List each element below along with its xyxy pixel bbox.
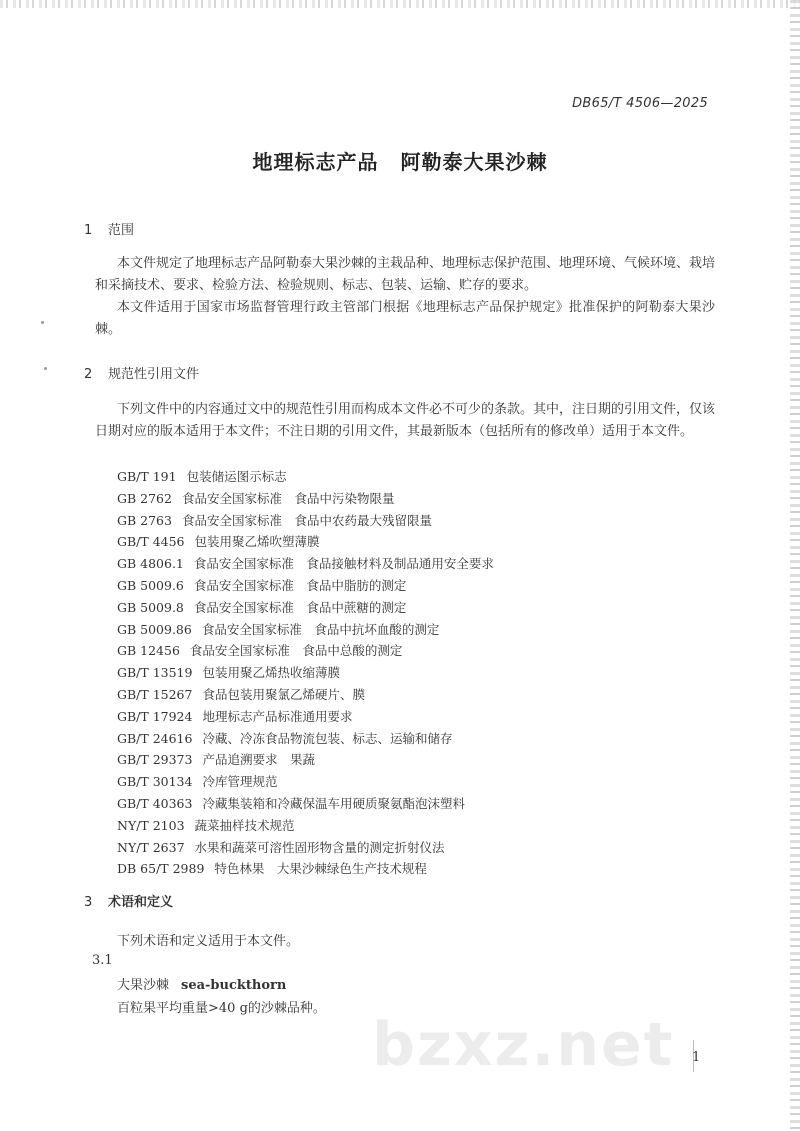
section3-number: 3 bbox=[84, 895, 93, 910]
title-part2: 阿勒泰大果沙棘 bbox=[400, 150, 548, 174]
reference-title: 水果和蔬菜可溶性固形物含量的测定折射仪法 bbox=[194, 839, 445, 855]
scan-artifact-top bbox=[0, 0, 800, 8]
reference-code: GB 2762 bbox=[117, 490, 172, 506]
reference-title: 食品安全国家标准 食品中污染物限量 bbox=[181, 490, 395, 506]
scan-speck bbox=[44, 367, 47, 370]
reference-code: GB/T 13519 bbox=[117, 665, 193, 681]
reference-item bbox=[117, 729, 494, 751]
reference-code: GB 5009.86 bbox=[117, 621, 192, 637]
reference-title: 食品安全国家标准 食品接触材料及制品通用安全要求 bbox=[193, 556, 494, 572]
reference-item bbox=[117, 598, 494, 620]
section3-heading bbox=[84, 891, 173, 910]
reference-title: 包装储运图示标志 bbox=[186, 469, 287, 484]
section2-intro: 下列文件中的内容通过文中的规范性引用而构成本文件必不可少的条款。其中，注日期的引用文件，仅该日期对应的版本适用于本文件；不注日期的引用文件，其最新版本（包括所有的修改单）适用于本文件。 bbox=[95, 402, 716, 439]
reference-item bbox=[117, 663, 494, 685]
reference-code: GB/T 24616 bbox=[117, 730, 193, 746]
section2-heading bbox=[84, 363, 199, 382]
section3-intro: 下列术语和定义适用于本文件。 bbox=[117, 934, 300, 949]
section1-heading bbox=[84, 219, 134, 238]
reference-code: GB 5009.8 bbox=[117, 599, 184, 615]
reference-item bbox=[117, 641, 494, 663]
title-part1: 地理标志产品 bbox=[252, 150, 379, 174]
reference-title: 食品安全国家标准 食品中蔗糖的测定 bbox=[193, 599, 407, 615]
reference-item bbox=[117, 467, 494, 489]
reference-item bbox=[117, 859, 494, 881]
reference-item bbox=[117, 707, 494, 729]
reference-item bbox=[117, 576, 494, 598]
term-number: 3.1 bbox=[92, 953, 113, 968]
reference-code: GB 12456 bbox=[117, 643, 180, 659]
reference-code: GB 5009.6 bbox=[117, 577, 184, 593]
reference-item bbox=[117, 750, 494, 772]
reference-title: 地理标志产品标准通用要求 bbox=[202, 708, 353, 724]
reference-code: NY/T 2103 bbox=[117, 817, 185, 833]
reference-code: GB/T 30134 bbox=[117, 774, 193, 790]
reference-item bbox=[117, 838, 494, 860]
reference-list bbox=[117, 467, 494, 881]
reference-title: 冷藏、冷冻食品物流包装、标志、运输和储存 bbox=[202, 730, 453, 746]
term-definition: 百粒果平均重量>40 g的沙棘品种。 bbox=[117, 1001, 326, 1016]
section1-title: 范围 bbox=[108, 223, 135, 238]
reference-code: GB/T 17924 bbox=[117, 708, 193, 724]
section1-number: 1 bbox=[84, 223, 93, 238]
reference-title: 包装用聚乙烯热收缩薄膜 bbox=[202, 665, 340, 681]
section2-number: 2 bbox=[84, 367, 93, 382]
reference-title: 食品安全国家标准 食品中抗坏血酸的测定 bbox=[201, 621, 440, 637]
reference-title: 食品安全国家标准 食品中脂肪的测定 bbox=[193, 577, 407, 593]
reference-title: 产品追溯要求 果蔬 bbox=[202, 752, 315, 768]
reference-item bbox=[117, 620, 494, 642]
reference-code: GB/T 40363 bbox=[117, 795, 193, 811]
watermark: bzxz.net bbox=[372, 1010, 675, 1080]
reference-item bbox=[117, 794, 494, 816]
section2-title: 规范性引用文件 bbox=[108, 367, 200, 382]
reference-title: 冷藏集装箱和冷藏保温车用硬质聚氨酯泡沫塑料 bbox=[202, 795, 465, 811]
reference-title: 食品安全国家标准 食品中总酸的测定 bbox=[189, 643, 403, 659]
reference-item bbox=[117, 816, 494, 838]
reference-item bbox=[117, 489, 494, 511]
page-number: 1 bbox=[692, 1050, 701, 1065]
section1-paragraph-2: 本文件适用于国家市场监督管理行政主管部门根据《地理标志产品保护规定》批准保护的阿勒泰大果沙棘。 bbox=[95, 300, 715, 337]
reference-code: GB 4806.1 bbox=[117, 556, 184, 572]
reference-item bbox=[117, 511, 494, 533]
term-name-en: sea-buckthorn bbox=[181, 978, 287, 993]
reference-code: GB/T 4456 bbox=[117, 534, 185, 550]
reference-title: 食品包装用聚氯乙烯硬片、膜 bbox=[202, 686, 365, 702]
reference-code: DB 65/T 2989 bbox=[117, 861, 205, 877]
reference-code: GB 2763 bbox=[117, 512, 172, 528]
reference-title: 包装用聚乙烯吹塑薄膜 bbox=[194, 534, 320, 550]
term-heading bbox=[117, 974, 286, 993]
reference-code: GB/T 15267 bbox=[117, 686, 193, 702]
reference-item bbox=[117, 685, 494, 707]
reference-code: GB/T 29373 bbox=[117, 752, 193, 768]
reference-title: 冷库管理规范 bbox=[202, 774, 278, 790]
reference-code: NY/T 2637 bbox=[117, 839, 185, 855]
doc-code: DB65/T 4506—2025 bbox=[572, 96, 708, 111]
term-name-cn: 大果沙棘 bbox=[117, 978, 170, 993]
reference-item bbox=[117, 772, 494, 794]
section1-paragraph-1: 本文件规定了地理标志产品阿勒泰大果沙棘的主栽品种、地理标志保护范围、地理环境、气候环境、栽培和采摘技术、要求、检验方法、检验规则、标志、包装、运输、贮存的要求。 bbox=[95, 256, 716, 293]
scan-speck bbox=[41, 321, 44, 324]
reference-title: 蔬菜抽样技术规范 bbox=[194, 817, 295, 833]
reference-code: GB/T 191 bbox=[117, 469, 177, 484]
reference-item bbox=[117, 532, 494, 554]
reference-item bbox=[117, 554, 494, 576]
reference-title: 特色林果 大果沙棘绿色生产技术规程 bbox=[214, 861, 427, 877]
section3-title: 术语和定义 bbox=[108, 895, 174, 910]
page-title bbox=[0, 146, 800, 175]
reference-title: 食品安全国家标准 食品中农药最大残留限量 bbox=[181, 512, 432, 528]
